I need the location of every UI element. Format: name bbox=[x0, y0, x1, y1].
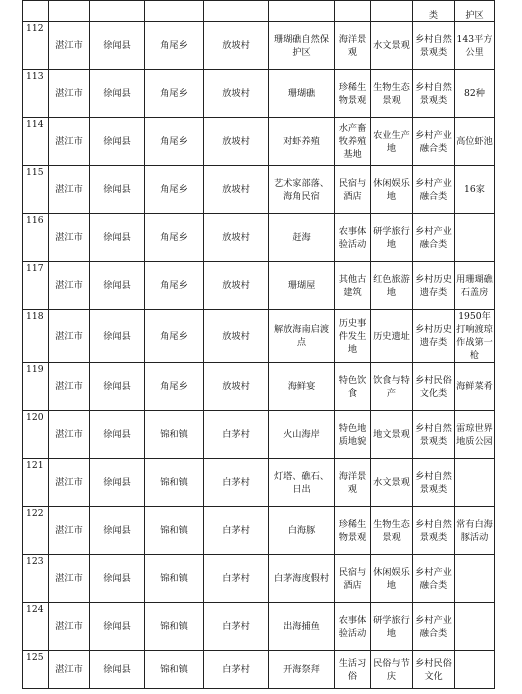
base-type-cell: 历史遗址 bbox=[371, 310, 413, 363]
base-type-cell: 水文景观 bbox=[371, 22, 413, 70]
main-class-cell: 乡村历史遗存类 bbox=[413, 310, 455, 363]
base-type-cell: 生物生态景观 bbox=[371, 507, 413, 555]
subtype-cell: 水产畜牧养殖基地 bbox=[335, 118, 371, 166]
base-type-cell: 农业生产地 bbox=[371, 118, 413, 166]
row-number: 112 bbox=[23, 22, 49, 70]
subtype-cell: 民宿与酒店 bbox=[335, 555, 371, 603]
subtype-cell: 生活习俗 bbox=[335, 651, 371, 689]
base-type-cell: 饮食与特产 bbox=[371, 363, 413, 411]
main-class-cell: 乡村产业融合类 bbox=[413, 214, 455, 262]
main-class-cell: 乡村自然景观类 bbox=[413, 507, 455, 555]
base-type-cell: 研学旅行地 bbox=[371, 603, 413, 651]
row-number: 123 bbox=[23, 555, 49, 603]
row-number: 121 bbox=[23, 459, 49, 507]
row-number: 115 bbox=[23, 166, 49, 214]
resource-name-cell: 火山海岸 bbox=[269, 411, 335, 459]
village-cell: 白茅村 bbox=[204, 459, 269, 507]
table-row bbox=[23, 118, 495, 166]
county-cell: 徐闻县 bbox=[90, 411, 145, 459]
feature-cell: 常有白海豚活动 bbox=[455, 507, 495, 555]
town-cell: 锦和镇 bbox=[145, 651, 204, 689]
base-type-cell: 生物生态景观 bbox=[371, 70, 413, 118]
subtype-cell: 农事体验活动 bbox=[335, 603, 371, 651]
town-cell: 锦和镇 bbox=[145, 603, 204, 651]
city-cell: 湛江市 bbox=[49, 70, 90, 118]
village-cell: 放坡村 bbox=[204, 363, 269, 411]
county-cell: 徐闻县 bbox=[90, 310, 145, 363]
row-number: 118 bbox=[23, 310, 49, 363]
subtype-cell: 农事体验活动 bbox=[335, 214, 371, 262]
main-class-cell: 乡村历史遗存类 bbox=[413, 262, 455, 310]
subtype-cell: 海洋景观 bbox=[335, 22, 371, 70]
county-cell: 徐闻县 bbox=[90, 459, 145, 507]
row-number: 114 bbox=[23, 118, 49, 166]
feature-cell: 海鲜菜肴 bbox=[455, 363, 495, 411]
resource-name-cell: 艺术家部落、海角民宿 bbox=[269, 166, 335, 214]
base-type-cell: 地文景观 bbox=[371, 411, 413, 459]
subtype-cell: 其他古建筑 bbox=[335, 262, 371, 310]
resource-name-cell: 白茅海度假村 bbox=[269, 555, 335, 603]
resource-name-cell: 灯塔、礁石、日出 bbox=[269, 459, 335, 507]
village-cell: 放坡村 bbox=[204, 214, 269, 262]
feature-cell: 1950年打响渡琼作战第一枪 bbox=[456, 311, 493, 361]
main-class-cell: 乡村产业融合类 bbox=[413, 118, 455, 166]
table-row bbox=[23, 166, 495, 214]
village-cell: 白茅村 bbox=[204, 651, 269, 689]
village-cell: 放坡村 bbox=[204, 262, 269, 310]
city-cell: 湛江市 bbox=[49, 555, 90, 603]
base-type-cell: 水文景观 bbox=[371, 459, 413, 507]
row-number: 124 bbox=[23, 603, 49, 651]
header-cell bbox=[371, 1, 413, 22]
table-row bbox=[23, 262, 495, 310]
resource-name-cell: 解放海南启渡点 bbox=[269, 310, 335, 363]
city-cell: 湛江市 bbox=[49, 118, 90, 166]
row-number: 125 bbox=[23, 651, 49, 689]
base-type-cell: 研学旅行地 bbox=[371, 214, 413, 262]
table-row bbox=[23, 214, 495, 262]
header-feature-label: 护区 bbox=[455, 1, 495, 22]
county-cell: 徐闻县 bbox=[90, 70, 145, 118]
city-cell: 湛江市 bbox=[49, 214, 90, 262]
table-row bbox=[23, 507, 495, 555]
base-type-cell: 休闲娱乐地 bbox=[371, 555, 413, 603]
feature-cell bbox=[455, 603, 495, 651]
feature-cell: 高位虾池 bbox=[455, 118, 495, 166]
subtype-cell: 历史事件发生地 bbox=[335, 310, 371, 363]
table-row bbox=[23, 70, 495, 118]
city-cell: 湛江市 bbox=[49, 651, 90, 689]
main-class-cell: 乡村产业融合类 bbox=[413, 166, 455, 214]
city-cell: 湛江市 bbox=[49, 411, 90, 459]
resource-name-cell: 开海祭拜 bbox=[269, 651, 335, 689]
county-cell: 徐闻县 bbox=[90, 214, 145, 262]
village-cell: 放坡村 bbox=[204, 166, 269, 214]
row-number: 116 bbox=[23, 214, 49, 262]
row-number: 120 bbox=[23, 411, 49, 459]
town-cell: 角尾乡 bbox=[145, 166, 204, 214]
county-cell: 徐闻县 bbox=[90, 603, 145, 651]
subtype-cell: 特色地质地貌 bbox=[335, 411, 371, 459]
county-cell: 徐闻县 bbox=[90, 166, 145, 214]
village-cell: 放坡村 bbox=[204, 70, 269, 118]
county-cell: 徐闻县 bbox=[90, 507, 145, 555]
table-row bbox=[23, 411, 495, 459]
header-cell bbox=[23, 1, 49, 22]
resource-name-cell: 珊瑚礁 bbox=[269, 70, 335, 118]
feature-cell: 16家 bbox=[455, 166, 495, 214]
table-row bbox=[23, 459, 495, 507]
town-cell: 角尾乡 bbox=[145, 214, 204, 262]
feature-cell bbox=[455, 555, 495, 603]
header-cell bbox=[145, 1, 204, 22]
county-cell: 徐闻县 bbox=[90, 22, 145, 70]
header-cell bbox=[90, 1, 145, 22]
feature-cell bbox=[455, 651, 495, 689]
city-cell: 湛江市 bbox=[49, 22, 90, 70]
main-class-cell: 乡村自然景观类 bbox=[413, 411, 455, 459]
resource-name-cell: 白海豚 bbox=[269, 507, 335, 555]
town-cell: 角尾乡 bbox=[145, 262, 204, 310]
county-cell: 徐闻县 bbox=[90, 118, 145, 166]
main-class-cell: 乡村自然景观类 bbox=[413, 22, 455, 70]
village-cell: 放坡村 bbox=[204, 310, 269, 363]
table-row bbox=[23, 363, 495, 411]
feature-cell: 82种 bbox=[455, 70, 495, 118]
main-class-cell: 乡村产业融合类 bbox=[413, 555, 455, 603]
main-class-cell: 乡村民俗文化类 bbox=[413, 363, 455, 411]
table-row bbox=[23, 603, 495, 651]
main-class-cell: 乡村自然景观类 bbox=[413, 459, 455, 507]
subtype-cell: 民宿与酒店 bbox=[335, 166, 371, 214]
main-class-cell: 乡村自然景观类 bbox=[413, 70, 455, 118]
base-type-cell: 休闲娱乐地 bbox=[371, 166, 413, 214]
village-cell: 放坡村 bbox=[204, 22, 269, 70]
header-cell bbox=[49, 1, 90, 22]
resource-name-cell: 对虾养殖 bbox=[269, 118, 335, 166]
city-cell: 湛江市 bbox=[49, 459, 90, 507]
town-cell: 角尾乡 bbox=[145, 363, 204, 411]
feature-cell bbox=[455, 214, 495, 262]
village-cell: 白茅村 bbox=[204, 507, 269, 555]
header-row bbox=[23, 1, 495, 22]
village-cell: 白茅村 bbox=[204, 411, 269, 459]
row-number: 119 bbox=[23, 363, 49, 411]
town-cell: 角尾乡 bbox=[145, 70, 204, 118]
town-cell: 锦和镇 bbox=[145, 411, 204, 459]
village-cell: 白茅村 bbox=[204, 555, 269, 603]
resource-table bbox=[22, 0, 495, 689]
city-cell: 湛江市 bbox=[49, 262, 90, 310]
city-cell: 湛江市 bbox=[49, 603, 90, 651]
town-cell: 锦和镇 bbox=[145, 555, 204, 603]
town-cell: 角尾乡 bbox=[145, 118, 204, 166]
table-body bbox=[23, 1, 495, 689]
table-row bbox=[23, 310, 495, 363]
feature-cell: 用珊瑚礁石盖房 bbox=[455, 262, 495, 310]
village-cell: 白茅村 bbox=[204, 603, 269, 651]
header-cell bbox=[204, 1, 269, 22]
resource-name-cell: 海鲜宴 bbox=[269, 363, 335, 411]
county-cell: 徐闻县 bbox=[90, 363, 145, 411]
county-cell: 徐闻县 bbox=[90, 651, 145, 689]
table-row bbox=[23, 555, 495, 603]
base-type-cell: 民俗与节庆 bbox=[371, 651, 413, 689]
city-cell: 湛江市 bbox=[49, 507, 90, 555]
city-cell: 湛江市 bbox=[49, 310, 90, 363]
town-cell: 角尾乡 bbox=[145, 22, 204, 70]
city-cell: 湛江市 bbox=[49, 166, 90, 214]
base-type-cell: 红色旅游地 bbox=[371, 262, 413, 310]
subtype-cell: 海洋景观 bbox=[335, 459, 371, 507]
header-cell bbox=[335, 1, 371, 22]
row-number: 113 bbox=[23, 70, 49, 118]
feature-cell: 雷琼世界地质公园 bbox=[455, 411, 495, 459]
county-cell: 徐闻县 bbox=[90, 555, 145, 603]
table-row bbox=[23, 651, 495, 689]
table-row bbox=[23, 22, 495, 70]
subtype-cell: 珍稀生物景观 bbox=[335, 507, 371, 555]
feature-cell bbox=[455, 459, 495, 507]
row-number: 122 bbox=[23, 507, 49, 555]
town-cell: 锦和镇 bbox=[145, 459, 204, 507]
feature-cell: 143平方公里 bbox=[455, 22, 495, 70]
resource-name-cell: 出海捕鱼 bbox=[269, 603, 335, 651]
resource-name-cell: 珊瑚屋 bbox=[269, 262, 335, 310]
village-cell: 放坡村 bbox=[204, 118, 269, 166]
city-cell: 湛江市 bbox=[49, 363, 90, 411]
town-cell: 锦和镇 bbox=[145, 507, 204, 555]
row-number: 117 bbox=[23, 262, 49, 310]
subtype-cell: 特色饮食 bbox=[335, 363, 371, 411]
main-class-cell: 乡村产业融合类 bbox=[413, 603, 455, 651]
resource-name-cell: 赶海 bbox=[269, 214, 335, 262]
subtype-cell: 珍稀生物景观 bbox=[335, 70, 371, 118]
main-class-cell: 乡村民俗文化 bbox=[413, 651, 455, 689]
county-cell: 徐闻县 bbox=[90, 262, 145, 310]
town-cell: 角尾乡 bbox=[145, 310, 204, 363]
resource-name-cell: 珊瑚礁自然保护区 bbox=[269, 22, 335, 70]
header-tier2-label: 类 bbox=[413, 1, 455, 22]
header-cell bbox=[269, 1, 335, 22]
